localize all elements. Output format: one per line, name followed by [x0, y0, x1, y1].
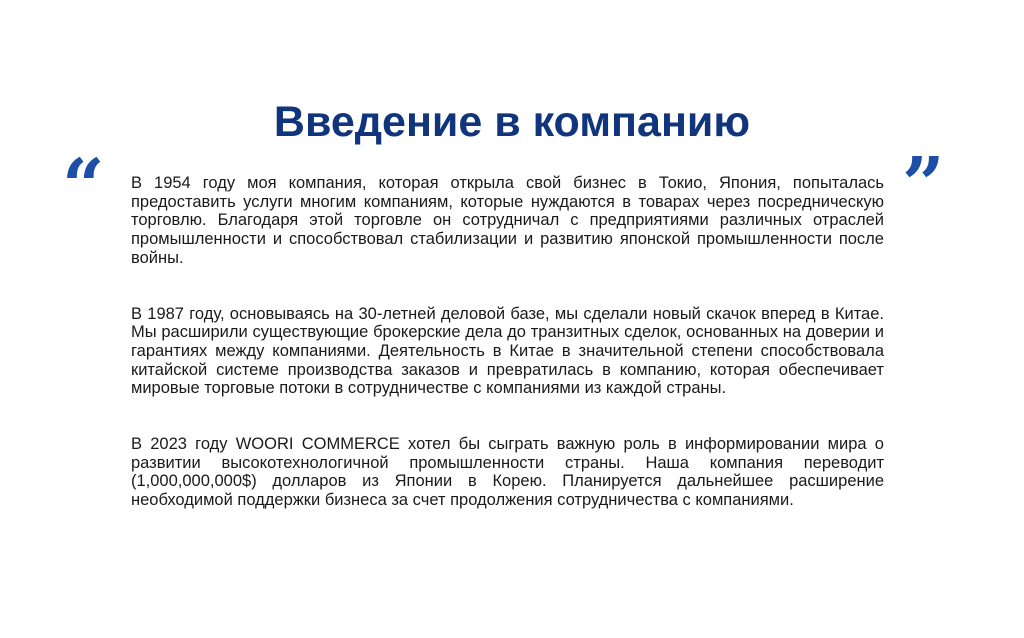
intro-text-body	[131, 174, 884, 510]
paragraph-2023: В 2023 году WOORI COMMERCE хотел бы сыграть важную роль в информировании мира о развитии высокотехнологичной промышленности страны. Наша компания переводит (1,000,000,000$) долларов из Японии в Корею. Планируется дальнейшее расширение необходимой поддержки бизнеса за счет продолжения сотрудничества с компаниями.	[131, 435, 884, 510]
paragraph-1954: В 1954 году моя компания, которая открыла свой бизнес в Токио, Япония, попыталась предоставить услуги многим компаниям, которые нуждаются в товарах через посредническую торговлю. Благодаря этой торговле он сотрудничал с предприятиями различных отраслей промышленности и способствовал стабилизации и развитию японской промышленности после войны.	[131, 174, 884, 267]
page-title: Введение в компанию	[273, 98, 751, 146]
close-quote-icon: ”	[902, 148, 945, 208]
paragraph-1987: В 1987 году, основываясь на 30-летней деловой базе, мы сделали новый скачок вперед в Китае. Мы расширили существующие брокерские дела до транзитных сделок, основанных на доверии и гарантиях между компаниями. Деятельность в Китае в значительной степени способствовала китайской системе производства заказов и превратилась в компанию, которая обеспечивает мировые торговые потоки в сотрудничестве с компаниями из каждой страны.	[131, 304, 884, 398]
open-quote-icon: “	[62, 150, 105, 210]
